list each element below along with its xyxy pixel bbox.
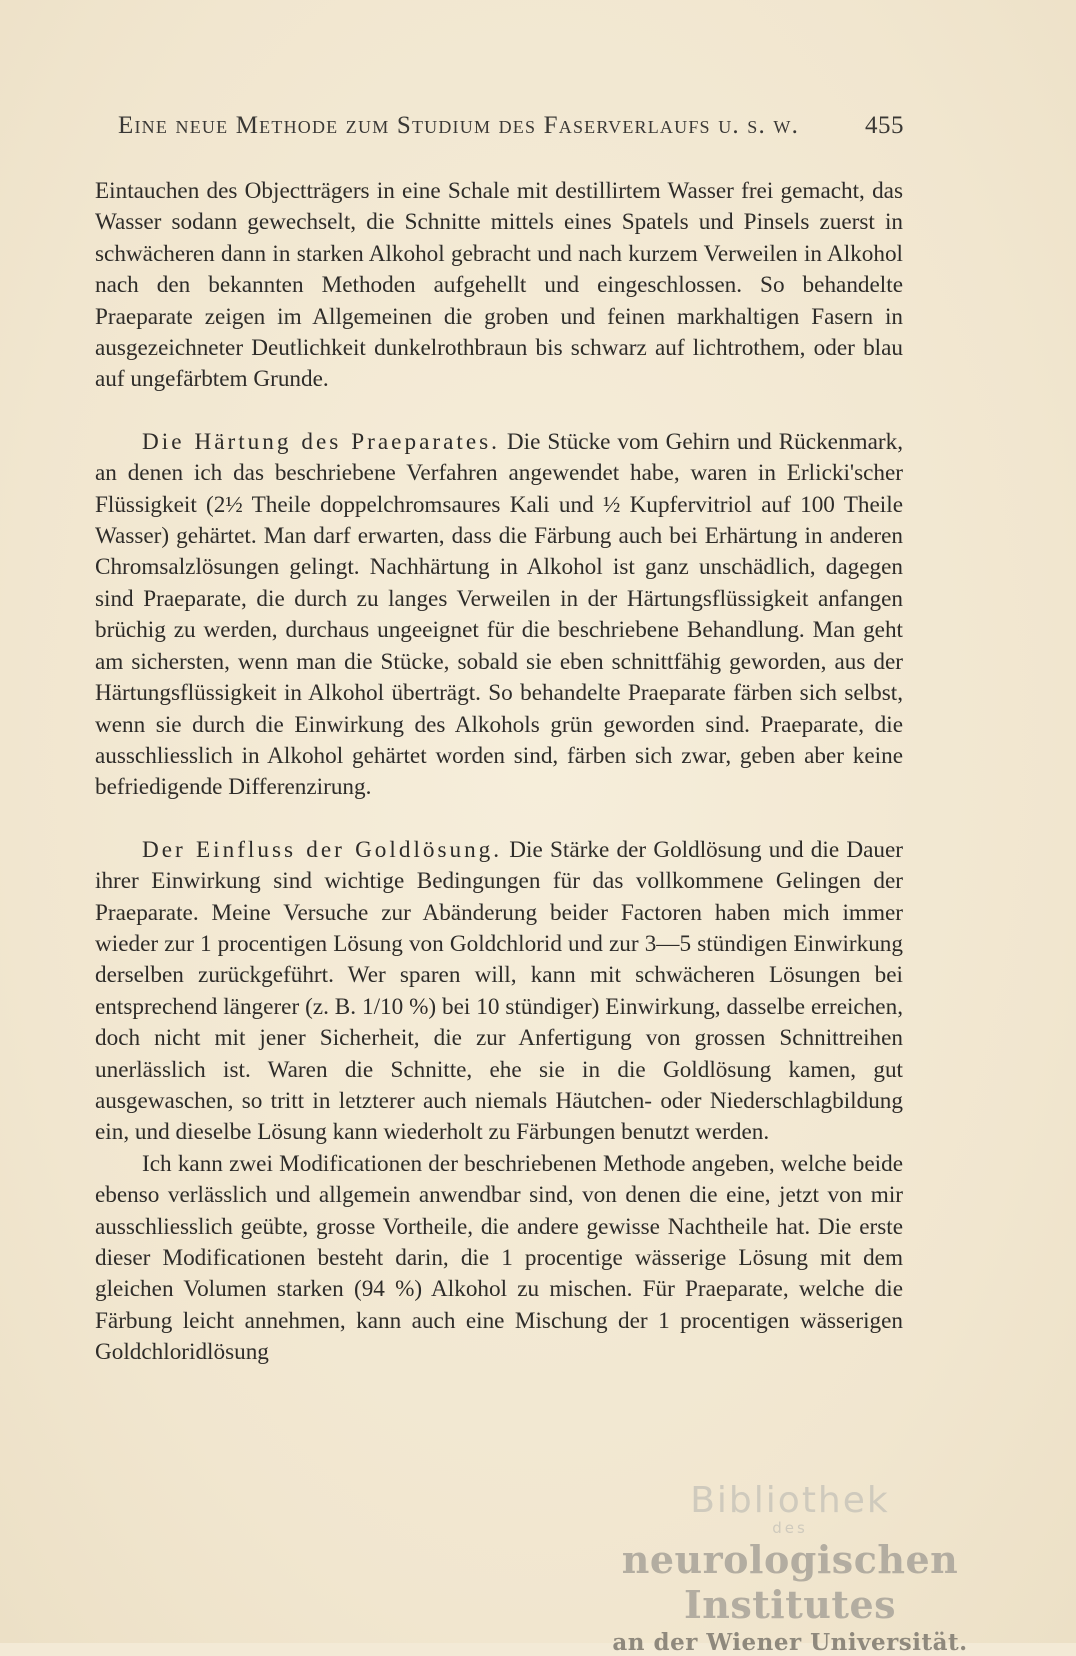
paragraph-4 xyxy=(95,1149,903,1369)
paragraph-2-text: Die Stücke vom Gehirn und Rückenmark, an denen ich das beschriebene Verfahren angewendet habe, waren in Erlicki'scher Flüssigkeit (2½ Theile doppelchromsaures Kali und ½ Kupfervitriol auf 100 Theile Wasser) gehärtet. Man darf erwarten, dass die Färbung auch bei Erhärtung in anderen Chromsalzlösungen gelingt. Nachhärtung in Alkohol ist ganz unschädlich, dagegen sind Praeparate, die durch zu langes Verweilen in der Härtungsflüssigkeit anfangen brüchig zu werden, durchaus ungeeignet für die beschriebene Behandlung. Man geht am sichersten, wenn man die Stücke, sobald sie eben schnittfähig geworden, aus der Härtungsflüssigkeit in Alkohol überträgt. So behandelte Praeparate färben sich selbst, wenn sie durch die Einwirkung des Alkohols grün geworden sind. Praeparate, die ausschliesslich in Alkohol gehärtet worden sind, färben sich zwar, geben aber keine befriedigende Differenzirung. xyxy=(95,428,903,801)
page-number: 455 xyxy=(865,112,904,139)
paragraph-1-text: Eintauchen des Objectträgers in eine Schale mit destillirtem Wasser frei gemacht, das Wasser sodann gewechselt, die Schnitte mittels eines Spatels und Pinsels zuerst in schwächeren dann in starken Alkohol gebracht und nach kurzem Verweilen in Alkohol nach den bekannten Methoden aufgehellt und eingeschlossen. So behandelte Praeparate zeigen im Allgemeinen die groben und feinen markhaltigen Fasern in ausgezeichneter Deutlichkeit dunkelrothbraun bis schwarz auf lichtrothem, oder blau auf ungefärbtem Grunde. xyxy=(95,178,903,393)
paragraph-4-text: Ich kann zwei Modificationen der beschriebenen Methode angeben, welche beide ebenso verlässlich und allgemein anwendbar sind, von denen die eine, jetzt von mir ausschliesslich geübte, grosse Vortheile, die andere gewisse Nachtheile hat. Die erste dieser Modificationen besteht darin, die 1 procentige wässerige Lösung mit dem gleichen Volumen starken (94 %) Alkohol zu mischen. Für Praeparate, welche die Färbung leicht annehmen, kann auch eine Mischung der 1 procentigen wässerigen Goldchloridlösung xyxy=(95,1150,903,1366)
library-stamp xyxy=(590,1480,990,1656)
paragraph-3 xyxy=(95,835,903,1149)
section-heading-haertung: Die Härtung des Praeparates. xyxy=(142,428,500,455)
paragraph-1 xyxy=(95,176,903,396)
paragraph-3-text: Die Stärke der Goldlösung und die Dauer ihrer Einwirkung sind wichtige Bedingungen für das vollkommene Gelingen der Praeparate. Meine Versuche zur Abänderung beider Factoren haben mich immer wieder zur 1 procentigen Lösung von Goldchlorid und zur 3—5 stündigen Einwirkung derselben zurückgeführt. Wer sparen will, kann mit schwächeren Lösungen bei entsprechend längerer (z. B. 1/10 %) bei 10 stündiger) Einwirkung, dasselbe erreichen, doch nicht mit jener Sicherheit, die zur Anfertigung von grossen Schnittreihen unerlässlich ist. Waren die Schnitte, ehe sie in die Goldlösung kamen, gut ausgewaschen, so tritt in letzterer auch niemals Häutchen- oder Niederschlagbildung ein, und dieselbe Lösung kann wiederholt zu Färbungen benutzt werden. xyxy=(95,836,903,1146)
stamp-line-1: Bibliothek xyxy=(690,1480,890,1521)
running-head-title: Eine neue Methode zum Studium des Faserverlaufs u. s. w. xyxy=(118,112,800,139)
stamp-line-4: an der Wiener Universität. xyxy=(612,1629,968,1656)
stamp-line-2: des xyxy=(772,1519,808,1537)
paragraph-2 xyxy=(95,427,903,804)
running-head xyxy=(118,112,904,140)
body-text xyxy=(95,176,903,1369)
section-heading-goldloesung: Der Einfluss der Goldlösung. xyxy=(142,836,503,863)
stamp-line-3: neurologischen Institutes xyxy=(621,1537,959,1627)
